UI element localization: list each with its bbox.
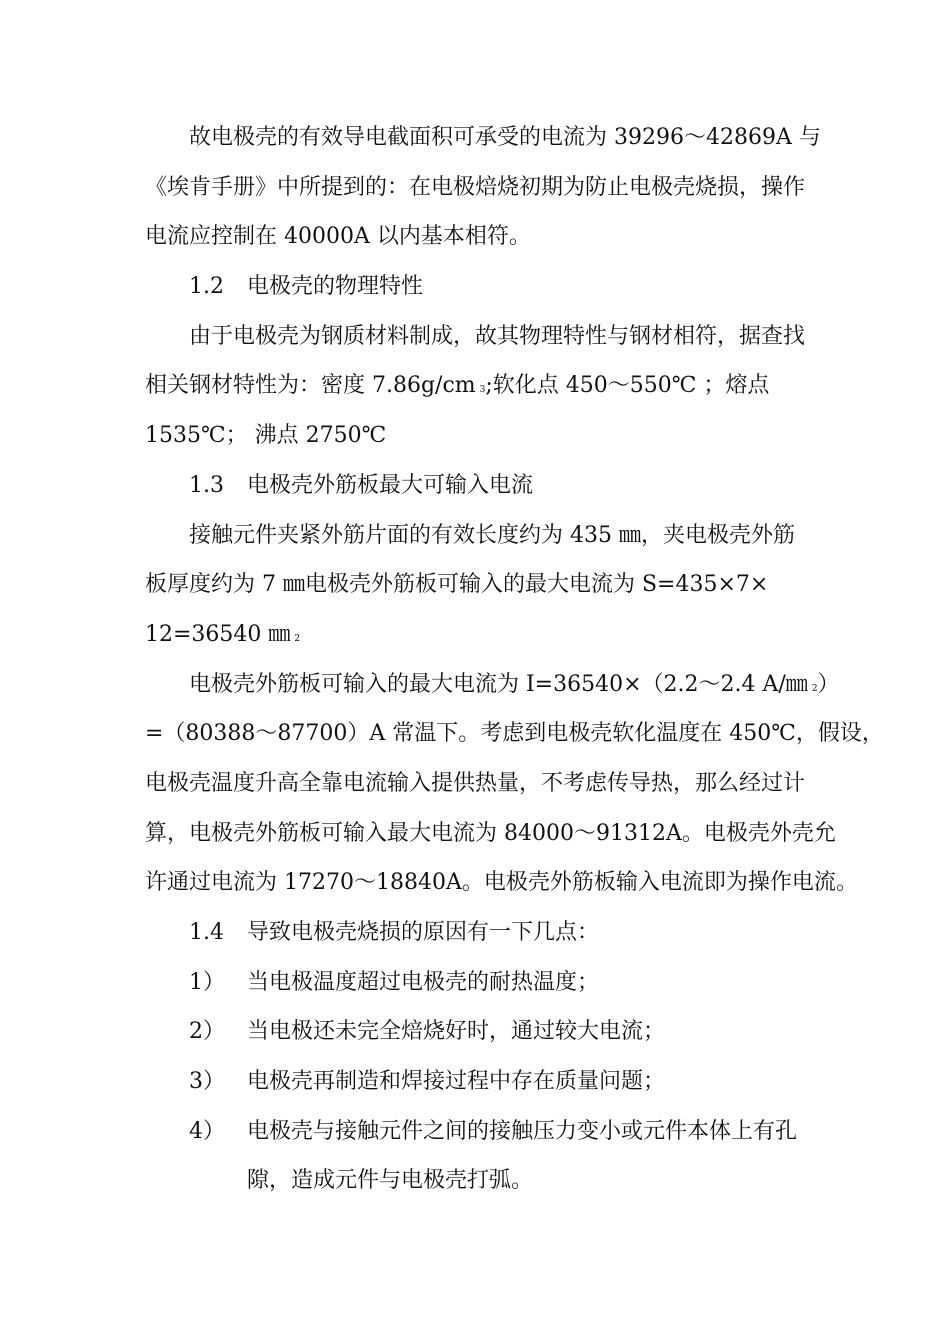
section-number: 1.3 xyxy=(189,472,224,498)
list-text: 电极壳与接触元件之间的接触压力变小或元件本体上有孔 xyxy=(247,1118,798,1144)
paragraph-line: 板厚度约为 7 ㎜电极壳外筋板可输入的最大电流为 S=435×7× xyxy=(145,572,769,598)
section-number: 1.4 xyxy=(189,920,224,945)
paragraph-line: 1535℃； 沸点 2750℃ xyxy=(145,423,387,449)
paragraph-text: ;软化点 450～550℃ ；熔点 xyxy=(485,373,770,399)
list-item-continuation: 隙，造成元件与电极壳打弧。 xyxy=(247,1168,534,1194)
paragraph-line xyxy=(145,361,810,411)
paragraph-line: 故电极壳的有效导电截面积可承受的电流为 39296～42869A 与 xyxy=(189,125,821,150)
superscript: 2 xyxy=(294,633,301,644)
list-number: 3） xyxy=(189,1069,225,1095)
section-title: 电极壳外筋板最大可输入电流 xyxy=(247,472,534,498)
list-item xyxy=(145,958,810,1008)
paragraph-line: 许通过电流为 17270～18840A。电极壳外筋板输入电流即为操作电流。 xyxy=(145,870,858,896)
list-number: 2） xyxy=(189,1019,225,1045)
paragraph-line: 由于电极壳为钢质材料制成，故其物理特性与钢材相符，据查找 xyxy=(189,323,806,349)
paragraph-text: 相关钢材特性为：密度 7.86g/cm xyxy=(145,373,476,399)
list-text: 当电极温度超过电极壳的耐热温度； xyxy=(247,969,600,995)
list-number: 4） xyxy=(189,1118,225,1144)
paragraph-line: 《埃肯手册》中所提到的：在电极焙烧初期为防止电极壳烧损，操作 xyxy=(145,174,806,200)
paragraph-text: 电极壳外筋板可输入的最大电流为 I=36540×（2.2～2.4 A/㎜ xyxy=(189,671,808,697)
paragraph-line xyxy=(145,660,840,710)
paragraph-line: 电极壳温度升高全靠电流输入提供热量，不考虑传导热，那么经过计 xyxy=(145,770,806,796)
list-item xyxy=(145,1007,810,1057)
list-text: 电极壳再制造和焊接过程中存在质量问题； xyxy=(247,1069,666,1095)
paragraph-line: 电流应控制在 40000A 以内基本相符。 xyxy=(145,224,531,250)
paragraph-line xyxy=(145,610,810,660)
section-number: 1.2 xyxy=(189,274,224,300)
paragraph-text: 12=36540 ㎜ xyxy=(145,621,291,647)
paragraph-line: 算，电极壳外筋板可输入最大电流为 84000～91312A。电极壳外壳允 xyxy=(145,820,836,846)
paragraph-line: 接触元件夹紧外筋片面的有效长度约为 435 ㎜，夹电极壳外筋 xyxy=(189,522,795,548)
superscript: 2 xyxy=(811,683,818,694)
section-heading-1-3 xyxy=(145,461,810,511)
list-number: 1） xyxy=(189,969,225,995)
section-title: 电极壳的物理特性 xyxy=(247,274,424,300)
superscript: 3 xyxy=(479,385,486,396)
section-heading-1-4 xyxy=(145,908,810,958)
list-item xyxy=(145,1057,810,1107)
list-item xyxy=(145,1107,810,1157)
paragraph-text: ） xyxy=(817,671,840,697)
list-text: 当电极还未完全焙烧好时，通过较大电流； xyxy=(247,1019,666,1045)
document-page xyxy=(145,113,884,1206)
section-heading-1-2 xyxy=(145,262,810,312)
paragraph-line: =（80388～87700）A 常温下。考虑到电极壳软化温度在 450℃，假设， xyxy=(145,721,884,747)
section-title: 导致电极壳烧损的原因有一下几点： xyxy=(247,920,600,945)
